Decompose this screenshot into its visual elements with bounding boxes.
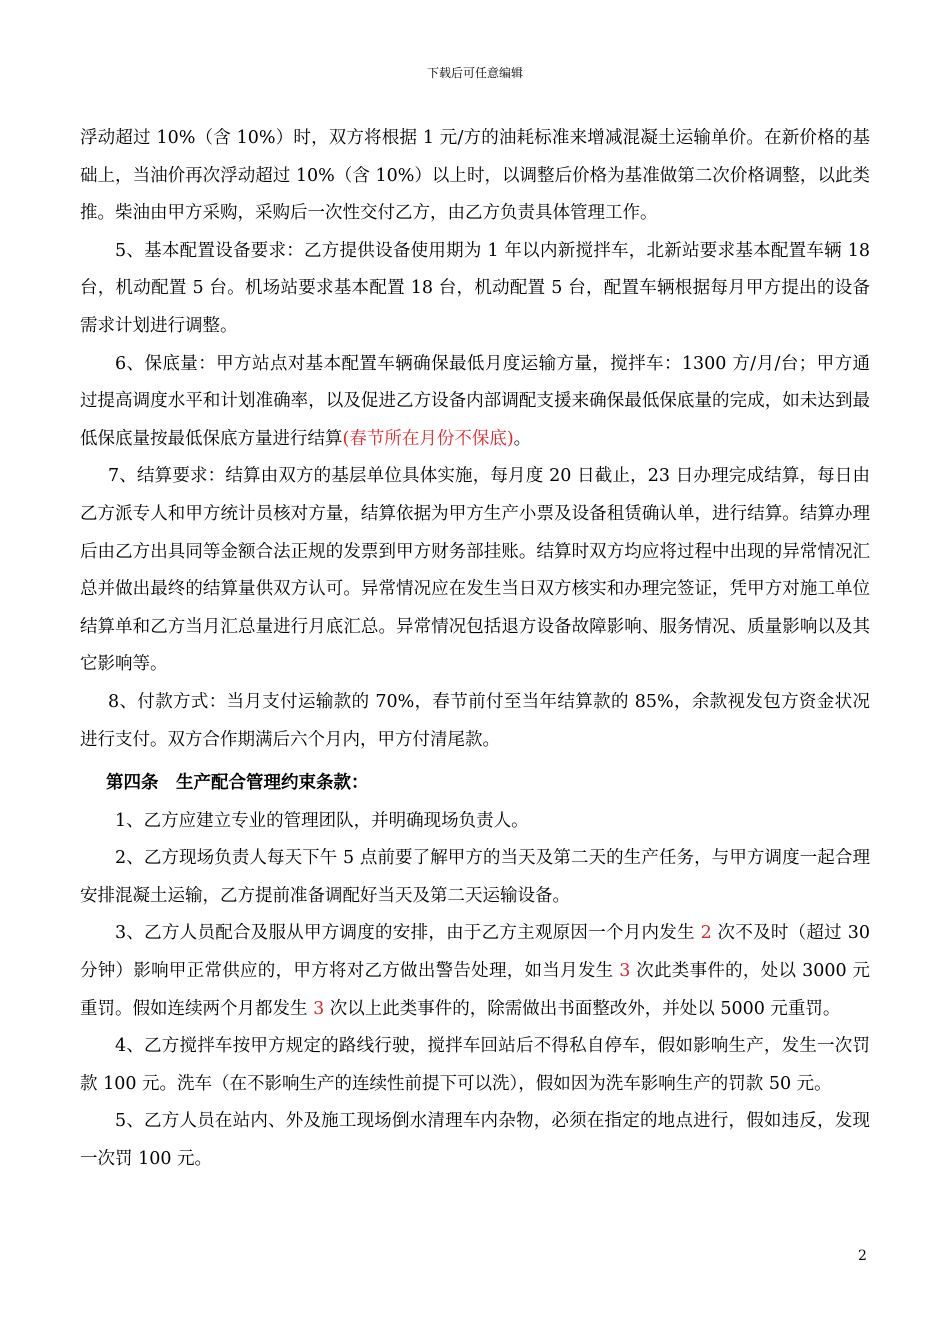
paragraph-dispatch-penalty — [80, 915, 870, 1028]
paragraph-settlement: 7、结算要求：结算由双方的基层单位具体实施，每月度 20 日截止，23 日办理完成结算，每日由乙方派专人和甲方统计员核对方量，结算依据为甲方生产小票及设备租赁确认单，进行结算。结算办理后由乙方出具同等金额合法正规的发票到甲方财务部挂账。结算时双方均应将过程中出现的异常情况汇总并做出最终的结算量供双方认可。异常情况应在发生当日双方核实和办理完签证，凭甲方对施工单位结算单和乙方当月汇总量进行月底汇总。异常情况包括退方设备故障影响、服务情况、质量影响以及其它影响等。 — [80, 466, 870, 675]
count-highlight-3: 3 — [313, 998, 325, 1019]
dispatch-text-a: 3、乙方人员配合及服从甲方调度的安排，由于乙方主观原因一个月内发生 — [115, 923, 701, 944]
document-body — [80, 120, 870, 1179]
dispatch-text-d: 次以上此类事件的，除需做出书面整改外，并处以 5000 元重罚。 — [324, 998, 841, 1019]
count-highlight-2: 3 — [619, 961, 631, 982]
section-heading-article-4: 第四条 生产配合管理约束条款： — [106, 773, 369, 794]
spring-festival-note: (春节所在月份不保底) — [342, 428, 514, 449]
page-number: 2 — [858, 1248, 867, 1264]
paragraph-management-team: 1、乙方应建立专业的管理团队，并明确现场负责人。 — [115, 810, 529, 831]
minimum-volume-text: 6、保底量：甲方站点对基本配置车辆确保最低月度运输方量，搅拌车：1300 方/月/台；甲方通过提高调度水平和计划准确率，以及促进乙方设备内部调配支援来确保最低保底量的完成，如未达到最低保底量按最低保底方量进行结算 — [80, 353, 870, 449]
paragraph-minimum-volume — [80, 346, 870, 459]
dispatch-text-b: 次不及时（超过 30 分钟）影响甲正常供应的，甲方将对乙方做出警告处理，如当月发生 — [80, 923, 870, 982]
paragraph-oil-price: 浮动超过 10%（含 10%）时，双方将根据 1 元/方的油耗标准来增减混凝土运输单价。在新价格的基础上，当油价再次浮动超过 10%（含 10%）以上时，以调整后价格为基准做第二次价格调整，以此类推。柴油由甲方采购，采购后一次性交付乙方，由乙方负责具体管理工作。 — [80, 128, 870, 224]
page-header: 下载后可任意编辑 — [426, 66, 523, 80]
paragraph-waste-disposal: 5、乙方人员在站内、外及施工现场倒水清理车内杂物，必须在指定的地点进行，假如违反，发现一次罚 100 元。 — [80, 1111, 870, 1170]
dispatch-text-c: 次此类事件的，处以 3000 元重罚。假如连续两个月都发生 — [80, 961, 870, 1019]
paragraph-route-rules: 4、乙方搅拌车按甲方规定的路线行驶，搅拌车回站后不得私自停车，假如影响生产，发生一次罚款 100 元。洗车（在不影响生产的连续性前提下可以洗），假如因为洗车影响生产的罚款 50 元。 — [80, 1036, 870, 1094]
paragraph-daily-coordination: 2、乙方现场负责人每天下午 5 点前要了解甲方的当天及第二天的生产任务，与甲方调度一起合理安排混凝土运输，乙方提前准备调配好当天及第二天运输设备。 — [80, 848, 870, 906]
minimum-volume-end: 。 — [513, 428, 532, 449]
count-highlight-1: 2 — [700, 923, 712, 944]
paragraph-payment: 8、付款方式：当月支付运输款的 70%，春节前付至当年结算款的 85%，余款视发包方资金状况进行支付。双方合作期满后六个月内，甲方付清尾款。 — [80, 691, 870, 750]
paragraph-equipment-config: 5、基本配置设备要求：乙方提供设备使用期为 1 年以内新搅拌车，北新站要求基本配置车辆 18 台，机动配置 5 台。机场站要求基本配置 18 台，机动配置 5 台，配置车辆根据每月甲方提出的设备需求计划进行调整。 — [80, 240, 870, 336]
